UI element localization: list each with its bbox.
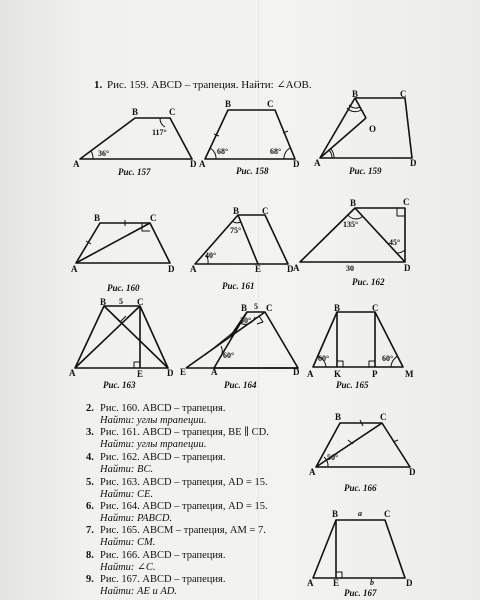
fig164-label-a: A [211, 367, 218, 377]
fig164-label-c: C [266, 303, 273, 313]
task-1-text: Рис. 159. ABCD – трапеция. Найти: ∠AOB. [107, 79, 312, 91]
fig166-angle-a: 50° [327, 453, 339, 462]
task-4-line2: Найти: BC. [100, 464, 154, 475]
task-6-line2: Найти: PABCD. [100, 513, 173, 524]
fig157-label-a: A [73, 159, 80, 169]
fig167-label-e: E [333, 578, 340, 588]
task-8-line1: Рис. 166. ABCD – трапеция. [100, 550, 226, 561]
fig163-length-bc: 5 [119, 297, 123, 306]
fig165-label-k: K [334, 369, 342, 379]
fig159-label-d: D [410, 158, 417, 168]
fig160-label-c: C [150, 213, 157, 223]
fig158-angle-d: 68° [270, 147, 282, 156]
fig164-angle-b: 30° [240, 316, 252, 325]
task-1-number: 1. [94, 79, 103, 91]
fig160-label-a: A [71, 264, 78, 274]
fig161-label-a: A [190, 264, 197, 274]
task-2-line2: Найти: углы трапеции. [100, 415, 207, 426]
task-7-line2: Найти: CM. [100, 537, 156, 548]
task-6-number: 6. [86, 501, 94, 512]
figure-167 [313, 520, 405, 578]
fig157-angle-a: 36° [98, 149, 110, 158]
fig159-label-c: C [400, 89, 407, 99]
fig164-label-e: E [180, 367, 187, 377]
task-4-number: 4. [86, 452, 94, 463]
fig165-caption: Рис. 165 [336, 380, 369, 390]
fig161-label-e: E [255, 264, 262, 274]
fig164-caption: Рис. 164 [224, 380, 257, 390]
fig159-label-o: O [369, 124, 377, 134]
fig161-label-c: C [262, 206, 269, 216]
fig164-label-b: B [241, 303, 248, 313]
fig160-caption: Рис. 160 [107, 283, 140, 293]
fig161-caption: Рис. 161 [222, 281, 255, 291]
fig162-angle-d: 45° [389, 238, 401, 247]
fig166-label-d: D [409, 467, 416, 477]
fig159-caption: Рис. 159 [349, 166, 382, 176]
fig158-caption: Рис. 158 [236, 166, 269, 176]
task-5-line2: Найти: CE. [100, 489, 154, 500]
figure-159 [320, 98, 412, 158]
fig165-label-b: B [334, 303, 341, 313]
fig157-angle-c: 117° [152, 128, 167, 137]
fig157-label-d: D [190, 159, 197, 169]
fig162-label-a: A [293, 263, 300, 273]
task-2-line1: Рис. 160. ABCD – трапеция. [100, 403, 226, 414]
fig159-label-b: B [352, 89, 359, 99]
fig157-label-b: B [132, 107, 139, 117]
task-3-line2: Найти: углы трапеции. [100, 439, 207, 450]
task-9-line1: Рис. 167. ABCD – трапеция. [100, 574, 226, 585]
fig163-label-c: C [137, 297, 144, 307]
fig163-label-e: E [137, 369, 144, 379]
fig158-label-b: B [225, 99, 232, 109]
fig164-length-bc: 5 [254, 302, 258, 311]
fig166-caption: Рис. 166 [344, 483, 377, 493]
fig166-label-c: C [380, 412, 387, 422]
task-6-line1: Рис. 164. ABCD – трапеция, AD = 15. [100, 501, 268, 512]
fig162-length-ad: 30 [346, 264, 354, 273]
figure-160 [76, 220, 170, 263]
fig167-label-a: A [307, 578, 314, 588]
fig162-label-c: C [403, 197, 410, 207]
fig165-angle-m: 60° [382, 354, 394, 363]
fig161-label-d: D [287, 264, 294, 274]
fig161-label-b: B [233, 206, 240, 216]
fig165-label-m: M [405, 369, 414, 379]
fig164-angle-a: 60° [223, 351, 235, 360]
figure-162 [300, 208, 405, 262]
fig165-label-p: P [372, 369, 378, 379]
fig166-label-a: A [309, 467, 316, 477]
fig157-label-c: C [169, 107, 176, 117]
fig161-angle-a: 40° [205, 251, 217, 260]
figure-157 [80, 118, 192, 159]
fig163-label-b: B [100, 297, 107, 307]
fig160-label-d: D [168, 264, 175, 274]
task-8-line2: Найти: ∠C. [100, 562, 156, 573]
figure-163 [75, 306, 168, 368]
fig158-label-a: A [199, 159, 206, 169]
fig162-angle-b: 135° [343, 220, 359, 229]
fig158-label-c: C [267, 99, 274, 109]
fig162-label-d: D [404, 263, 411, 273]
fig163-caption: Рис. 163 [103, 380, 136, 390]
fig167-caption: Рис. 167 [344, 588, 377, 598]
fig167-length-b: b [370, 578, 374, 587]
fig164-label-d: D [293, 367, 300, 377]
task-7-number: 7. [86, 525, 94, 536]
task-4-line1: Рис. 162. ABCD – трапеция. [100, 452, 226, 463]
fig166-label-b: B [335, 412, 342, 422]
fig161-angle-b: 75° [230, 226, 242, 235]
fig167-label-d: D [406, 578, 413, 588]
fig165-label-a: A [307, 369, 314, 379]
fig162-caption: Рис. 162 [352, 277, 385, 287]
fig162-label-b: B [350, 198, 357, 208]
fig158-angle-a: 68° [217, 147, 229, 156]
fig167-label-b: B [332, 509, 339, 519]
task-3-line1: Рис. 161. ABCD – трапеция, BE ∥ CD. [100, 427, 269, 438]
task-5-number: 5. [86, 477, 94, 488]
fig160-label-b: B [94, 213, 101, 223]
task-7-line1: Рис. 165. ABCM – трапеция, AM = 7. [100, 525, 266, 536]
task-3-number: 3. [86, 427, 94, 438]
task-5-line1: Рис. 163. ABCD – трапеция, AD = 15. [100, 477, 268, 488]
fig165-label-c: C [372, 303, 379, 313]
task-8-number: 8. [86, 550, 94, 561]
fig159-label-a: A [314, 158, 321, 168]
fig157-caption: Рис. 157 [118, 167, 151, 177]
fig167-label-c: C [384, 509, 391, 519]
fig163-label-d: D [167, 368, 174, 378]
fig163-label-a: A [69, 368, 76, 378]
task-2-number: 2. [86, 403, 94, 414]
fig165-angle-a: 60° [318, 354, 330, 363]
fig158-label-d: D [293, 159, 300, 169]
task-9-number: 9. [86, 574, 94, 585]
fig167-length-a: a [358, 509, 362, 518]
task-9-line2: Найти: AE и AD. [100, 586, 177, 597]
